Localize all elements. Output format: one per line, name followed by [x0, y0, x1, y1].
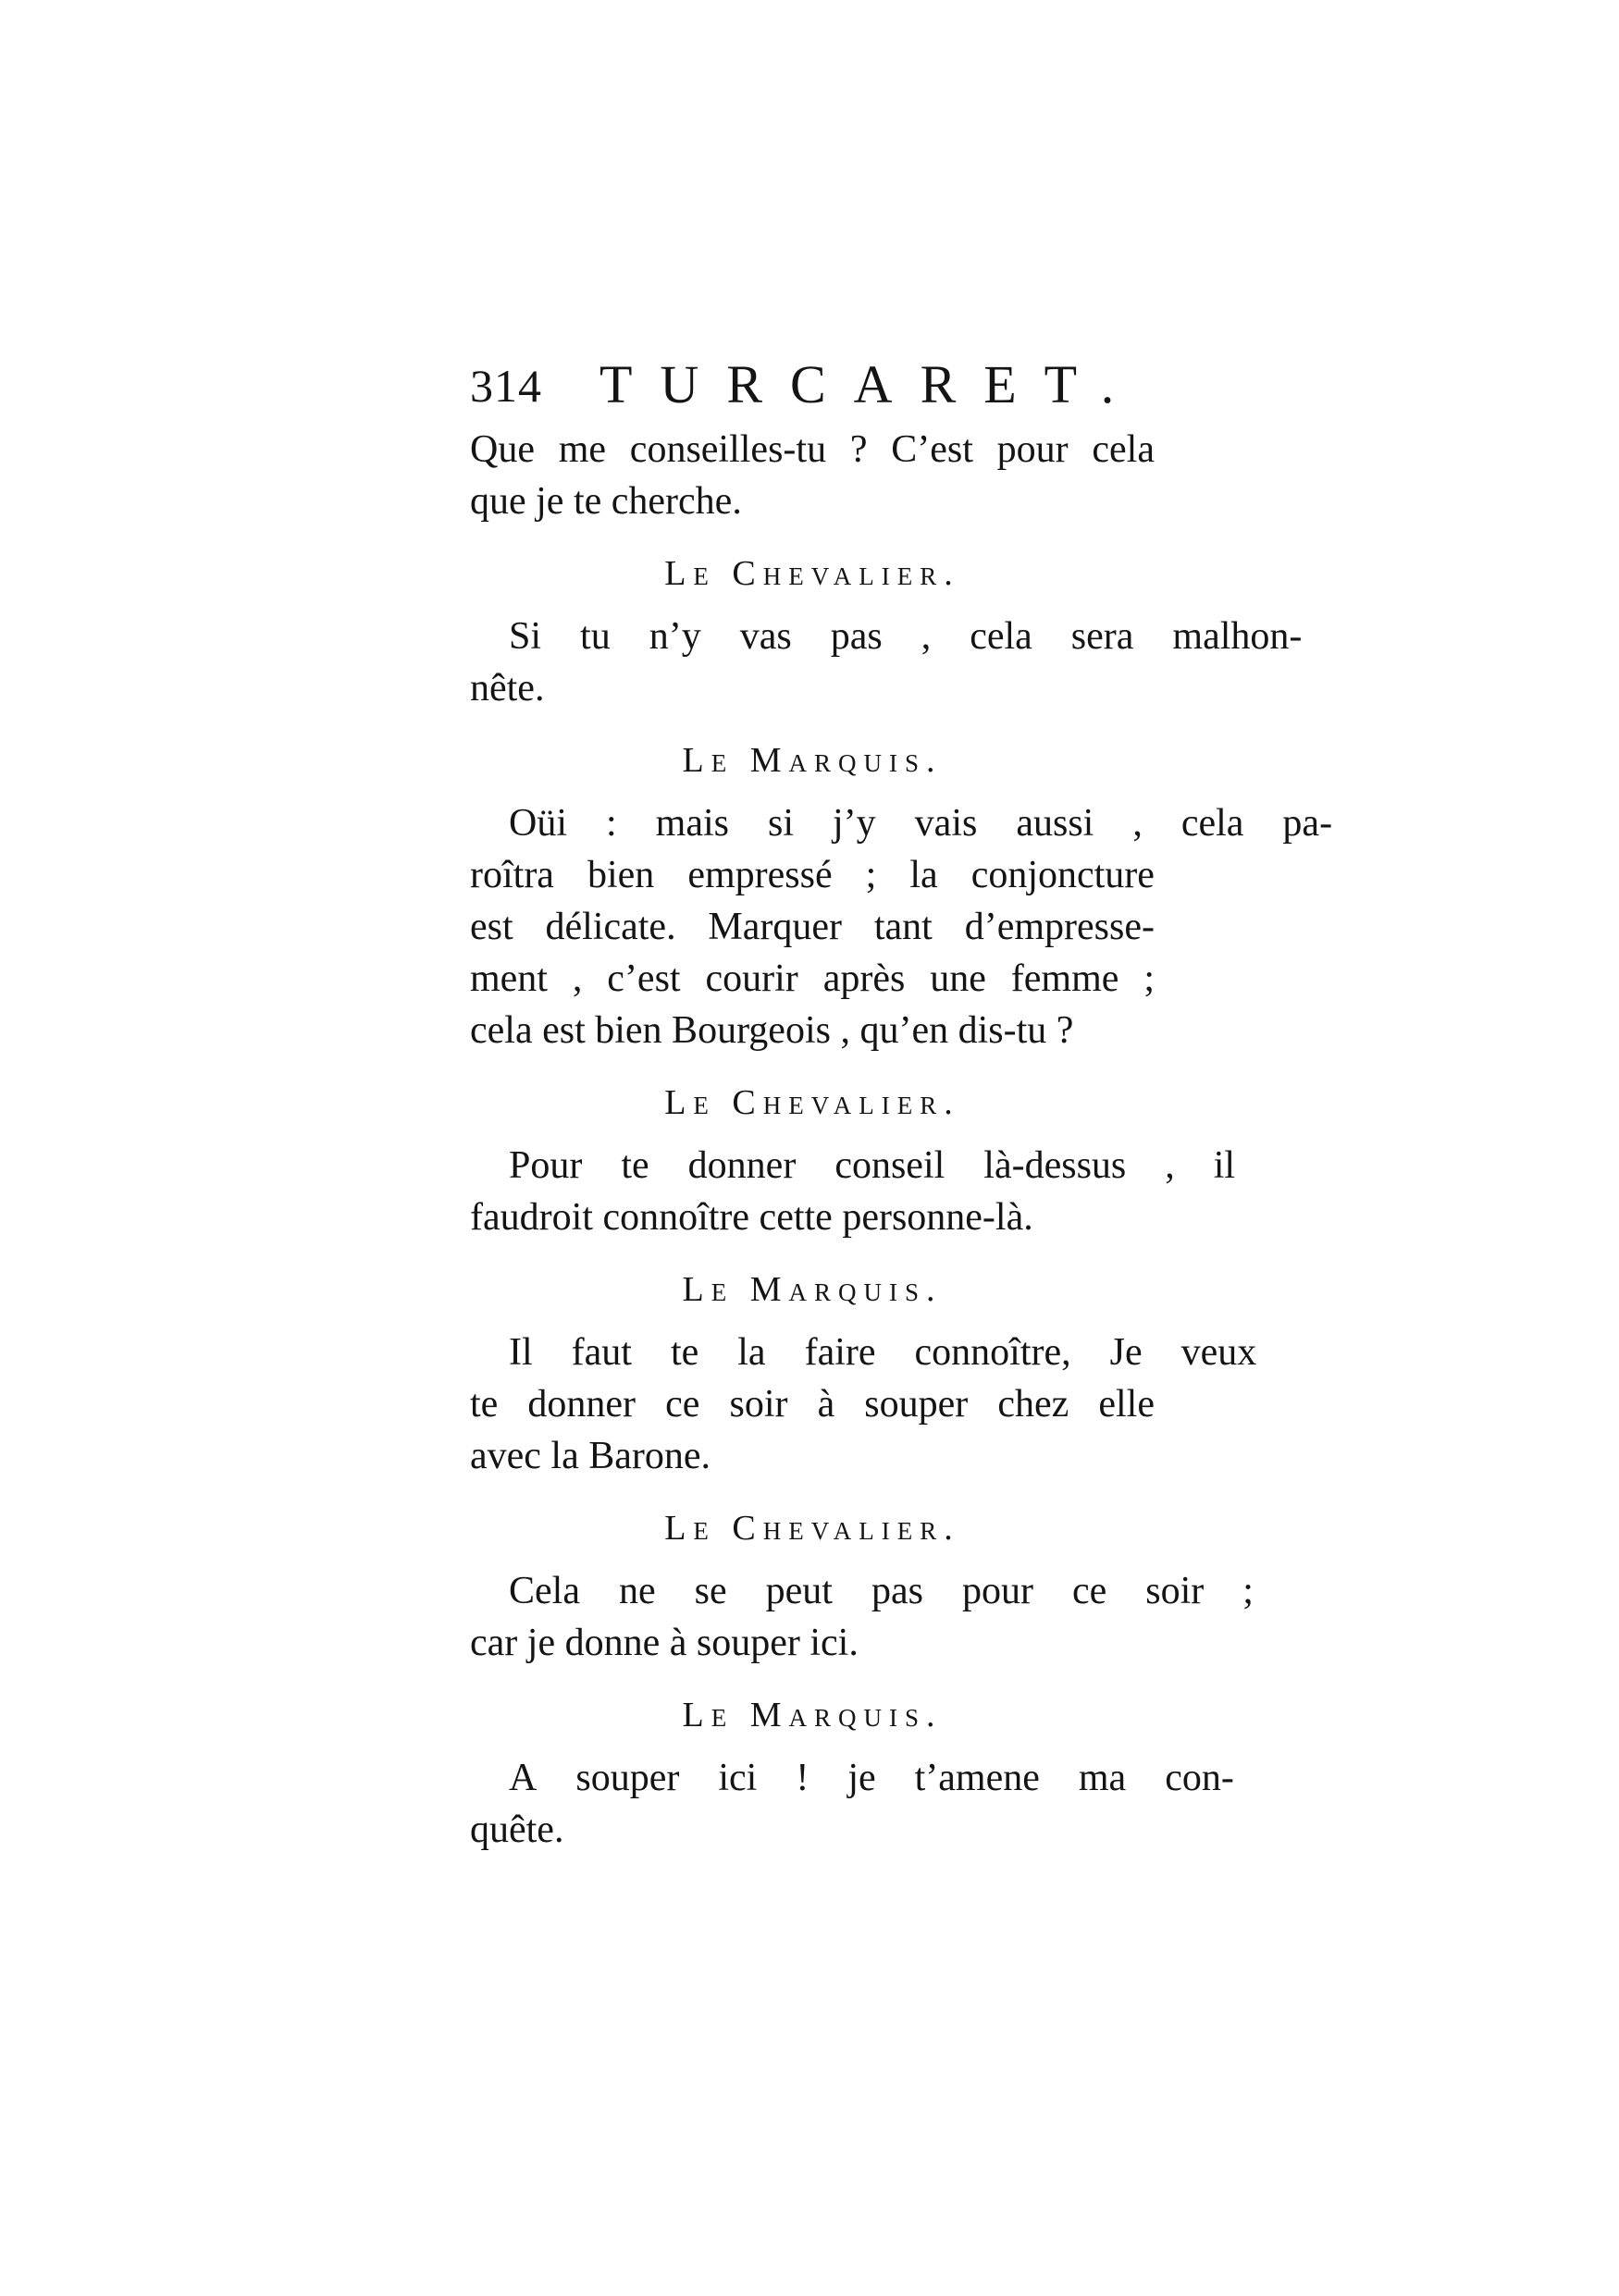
- text-line: Cela ne se peut pas pour ce soir ;: [509, 1570, 1254, 1612]
- text-line: roîtra bien empressé ; la conjoncture: [470, 854, 1155, 896]
- text-line: est délicate. Marquer tant d’empresse-: [470, 906, 1155, 948]
- page-number: 314: [470, 360, 542, 412]
- page-header: [470, 353, 1155, 424]
- text-line: te donner ce soir à souper chez elle: [470, 1383, 1155, 1426]
- speech-paragraph: [470, 1327, 1257, 1482]
- speaker-heading: Le Marquis.: [682, 1696, 943, 1734]
- dialogue: [470, 424, 1333, 1856]
- text-line: cela est bien Bourgeois , qu’en dis-tu ?: [470, 1009, 1074, 1052]
- text-line: faudroit connoître cette personne-là.: [470, 1196, 1033, 1239]
- speaker-heading: Le Chevalier.: [664, 1509, 960, 1548]
- text-line: Il faut te la faire connoître, Je veux: [509, 1331, 1257, 1374]
- speech-paragraph: [470, 424, 1155, 527]
- speaker-heading: Le Marquis.: [682, 741, 943, 780]
- text-line: Pour te donner conseil là-dessus , il: [509, 1144, 1236, 1187]
- text-line: car je donne à souper ici.: [470, 1622, 859, 1664]
- speech-paragraph: [470, 1140, 1236, 1243]
- text-line: Oüi : mais si j’y vais aussi , cela pa-: [509, 802, 1333, 845]
- text-line: A souper ici ! je t’amene ma con-: [509, 1757, 1234, 1799]
- speech-paragraph: [470, 1752, 1234, 1856]
- text-line: Si tu n’y vas pas , cela sera malhon-: [509, 615, 1303, 658]
- text-line: nête.: [470, 667, 545, 710]
- speech-paragraph: [470, 1565, 1254, 1669]
- text-line: ment , c’est courir après une femme ;: [470, 957, 1155, 1000]
- speaker-heading: Le Chevalier.: [664, 554, 960, 593]
- text-line: avec la Barone.: [470, 1435, 711, 1477]
- text-line: quête.: [470, 1808, 564, 1851]
- text-block: [470, 353, 1333, 1856]
- speech-paragraph: [470, 611, 1303, 714]
- speaker-heading: Le Chevalier.: [664, 1083, 960, 1122]
- speech-paragraph: [470, 797, 1333, 1056]
- speaker-heading: Le Marquis.: [682, 1270, 943, 1309]
- running-title: TURCARET.: [599, 354, 1143, 414]
- text-line: Que me conseilles-tu ? C’est pour cela: [470, 428, 1155, 471]
- text-line: que je te cherche.: [470, 480, 742, 523]
